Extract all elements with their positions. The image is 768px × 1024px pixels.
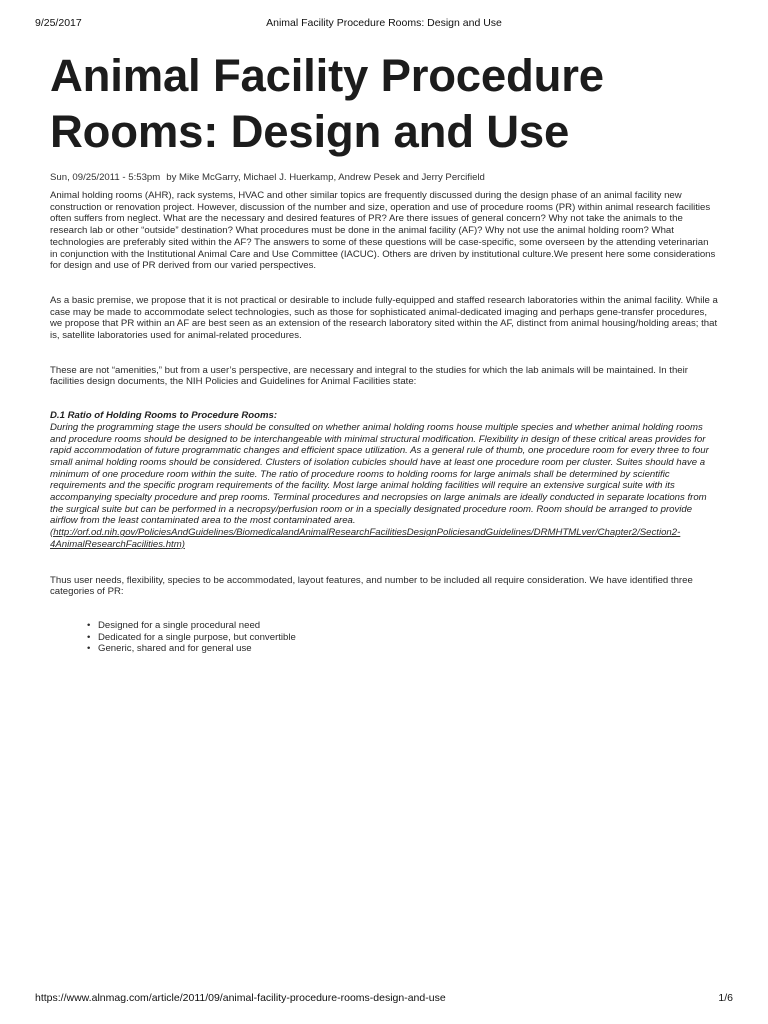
- paragraph-3: These are not “amenities,” but from a user’s perspective, are necessary and integral to the studies for which the lab animals will be maintained. In their facilities design documents, the NIH Policies and Guidelines for Animal Facilities state:: [50, 364, 688, 388]
- page-number: 1/6: [718, 992, 733, 1004]
- list-item: • Dedicated for a single purpose, but convertible: [98, 632, 718, 644]
- page-url: https://www.alnmag.com/article/2011/09/animal-facility-procedure-rooms-design-and-use: [35, 992, 446, 1004]
- quote-heading: D.1 Ratio of Holding Rooms to Procedure Rooms:: [50, 410, 278, 422]
- byline: [50, 172, 718, 184]
- post-date: Sun, 09/25/2011 - 5:53pm: [50, 172, 161, 183]
- paragraph-2: As a basic premise, we propose that it is not practical or desirable to include fully-equipped and staffed research laboratories within the animal facility. While a case may be made to accommodate select technologies, such as those for sophisticated animal-dedicated imaging and perhaps gene-transfer procedures, we propose that PR within an AF are best seen as an extension of the research laboratory sited within the AF, distinct from animal housing/holding areas; that is, satellite laboratories used for animal-related procedures.: [50, 294, 718, 342]
- paragraph-1: Animal holding rooms (AHR), rack systems, HVAC and other similar topics are frequently discussed during the design phase of an animal facility new construction or renovation project. However, discussion of the number and size, operation and use of procedure rooms (PR) within animal research facilities often suffers from neglect. What are the necessary and desired features of PR? Are there issues of general concern? Why not take the animals to the research lab or other “outside” destination? What procedures must be done in the animal facility (AF)? Why not use the animal holding room? What technologies are preferably sited within the AF? The answers to some of these questions will be case-specific, some overseen by the attending veterinarian in conjunction with the Institutional Animal Care and Use Committee (IACUC). Others are driven by institutional culture.We present here some considerations for design and use of PR derived from our varied perspectives.: [50, 190, 716, 272]
- print-footer: [35, 992, 733, 1006]
- article-title: Animal Facility Procedure Rooms: Design and Use: [50, 50, 604, 157]
- print-date: 9/25/2017: [35, 17, 82, 29]
- quote-source-link[interactable]: (http://orf.od.nih.gov/PoliciesAndGuidelines/BiomedicalandAnimalResearchFacilitiesDesignPoliciesandGuidelines/DRMHTMLver/Chapter2/Section2-4AnimalResearchFacilities.htm): [50, 527, 681, 550]
- nih-quote: [50, 410, 718, 550]
- paragraph-4: Thus user needs, flexibility, species to be accommodated, layout features, and number to be included all require consideration. We have identified three categories of PR:: [50, 574, 693, 598]
- pr-categories-list: [50, 620, 718, 655]
- print-title: Animal Facility Procedure Rooms: Design and Use: [266, 17, 502, 29]
- authors: by Mike McGarry, Michael J. Huerkamp, Andrew Pesek and Jerry Percifield: [166, 172, 485, 183]
- list-item: • Generic, shared and for general use: [98, 643, 718, 655]
- article: [50, 48, 718, 655]
- quote-text: During the programming stage the users should be consulted on whether animal holding rooms house multiple species and whether animal holding rooms and procedure rooms should be designed to be interchangeable with minimal structural modification. Flexibility in design of these critical areas provides for rapid accommodation of future programmatic changes and efficient space utilization. As a general rule of thumb, one procedure room for every three to four small animal holding rooms should be considered. Clusters of isolation cubicles should have at least one procedure room per cluster. Suites should have a minimum of one procedure room within the suite. The ratio of procedure rooms to holding rooms for large animals shall be determined by scientific requirements and the specific program requirements of the facility. Most large animal holding facilities will require an extensive surgical suite with its accompanying specialty procedure and prep rooms. Terminal procedures and necropsies on large animals are ideally conducted in separate locations from the surgical suite but can be performed in a necropsy/perfusion room or in a specially designated procedure room. Room should be arranged to provide airflow from the least contaminated area to the most contaminated area.: [50, 421, 709, 527]
- print-header: [35, 17, 733, 31]
- list-item: • Designed for a single procedural need: [98, 620, 718, 632]
